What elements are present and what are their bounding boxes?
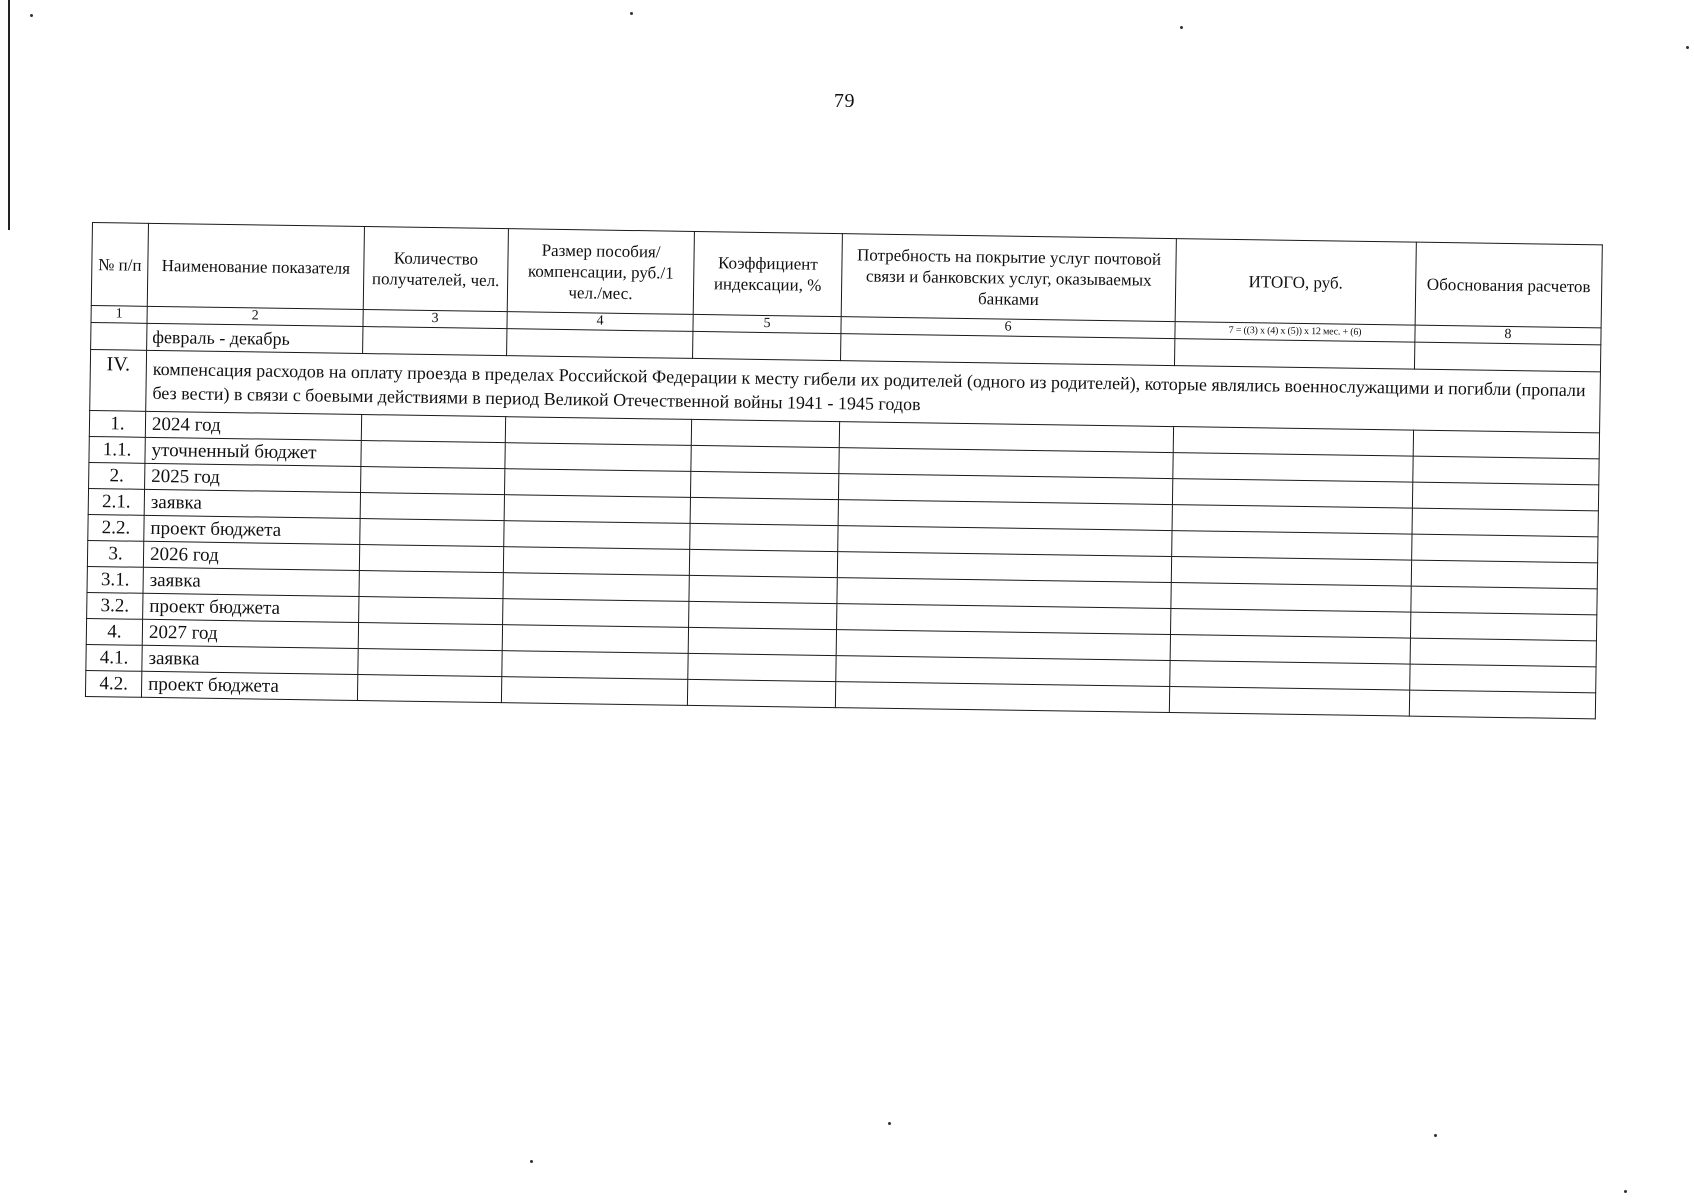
empty-cell [1174,339,1414,370]
scan-speck [1686,46,1689,49]
row-label: заявка [143,567,359,596]
empty-cell [1411,560,1597,589]
empty-cell [690,497,838,525]
scan-speck [1624,1190,1627,1193]
row-label: проект бюджета [143,593,359,622]
empty-cell [1173,427,1413,457]
table-body [85,410,1599,718]
empty-cell [507,329,693,359]
empty-cell [691,419,839,447]
empty-cell [361,467,505,495]
empty-cell [1414,342,1600,372]
empty-cell [1170,635,1410,665]
empty-cell [689,601,837,629]
column-number: 6 [841,317,1175,339]
empty-cell [502,651,688,680]
empty-cell [835,682,1169,713]
row-number: 2.2. [88,514,144,541]
row-label: 2027 год [142,619,358,648]
empty-cell [1173,453,1413,483]
empty-cell [505,417,691,446]
empty-cell [91,322,147,350]
empty-cell [693,331,841,360]
column-number: 4 [507,312,693,332]
column-number: 3 [363,310,507,329]
empty-cell [688,653,836,681]
empty-cell [503,547,689,576]
empty-cell [361,441,505,469]
empty-cell [505,469,691,498]
empty-cell [690,523,838,551]
row-number: 4.2. [85,670,141,697]
empty-cell [1410,612,1596,641]
empty-cell [503,599,689,628]
header-cell: ИТОГО, руб. [1175,239,1416,326]
row-number: 1.1. [89,436,145,463]
empty-cell [1170,609,1410,639]
empty-cell [360,493,504,521]
header-cell: Количество получателей, чел. [363,227,508,312]
row-number: 2.1. [88,488,144,515]
row-label: заявка [144,489,360,518]
scan-speck [630,12,633,15]
section-number: IV. [90,349,147,411]
empty-cell [1409,690,1595,719]
empty-cell [689,575,837,603]
column-number: 2 [147,306,363,326]
empty-cell [502,625,688,654]
row-label: проект бюджета [144,515,360,544]
empty-cell [505,443,691,472]
empty-cell [503,573,689,602]
scan-speck [1434,1134,1437,1137]
scan-speck [888,1122,891,1125]
empty-cell [504,521,690,550]
empty-cell [688,627,836,655]
empty-cell [687,679,835,707]
row-number: 2. [89,462,145,489]
empty-cell [1412,508,1598,537]
empty-cell [1410,664,1596,693]
empty-cell [361,415,505,443]
column-number: 5 [693,314,841,333]
row-label: уточненный бюджет [145,437,361,466]
empty-cell [1413,430,1599,459]
empty-cell [690,471,838,499]
empty-cell [1412,482,1598,511]
budget-table-container [85,222,1602,719]
empty-cell [1171,557,1411,587]
header-cell: № п/п [91,223,148,307]
empty-cell [1172,479,1412,509]
row-number: 4.1. [86,644,142,671]
row-number: 4. [86,618,142,645]
section-title: компенсация расходов на оплату проезда в пределах Российской Федерации к месту гибели их родителей (одного из родителей), которые являлись военнослужащими и погибли (пропали без вести) в связи с боевыми действиями в период Великой Отечественной войны 1941 - 1945 годов [146,350,1601,433]
empty-cell [689,549,837,577]
empty-cell [1412,534,1598,563]
row-label: 2026 год [143,541,359,570]
empty-cell [357,674,501,702]
header-cell: Размер пособия/компенсации, руб./1 чел./мес. [507,229,694,315]
empty-cell [504,495,690,524]
page-number: 79 [834,90,855,112]
row-label: 2024 год [145,411,361,440]
empty-cell [1171,583,1411,613]
scan-speck [1180,26,1183,29]
scan-speck [530,1160,533,1163]
empty-cell [501,677,687,706]
margin-rule [8,0,10,230]
period-label: февраль - декабрь [147,323,363,353]
empty-cell [359,545,503,573]
empty-cell [358,648,502,676]
column-number: 8 [1415,325,1601,345]
row-label: заявка [142,645,358,674]
empty-cell [1411,586,1597,615]
column-number: 1 [91,305,147,323]
empty-cell [1410,638,1596,667]
total-formula: 7 = ((3) x (4) x (5)) x 12 мес. + (6) [1175,322,1415,343]
row-number: 3.1. [87,566,143,593]
empty-cell [1172,531,1412,561]
empty-cell [363,327,507,356]
empty-cell [360,519,504,547]
row-number: 3.2. [87,592,143,619]
empty-cell [691,445,839,473]
header-cell: Наименование показателя [147,223,364,309]
empty-cell [359,571,503,599]
row-number: 1. [89,410,145,437]
empty-cell [1169,687,1409,717]
empty-cell [1170,661,1410,691]
budget-table [85,222,1603,719]
header-cell: Обоснования расчетов [1415,242,1602,328]
empty-cell [1172,505,1412,535]
empty-cell [358,622,502,650]
empty-cell [1413,456,1599,485]
header-cell: Потребность на покрытие услуг почтовой связи и банковских услуг, оказываемых банками [841,234,1176,322]
row-label: 2025 год [145,463,361,492]
row-number: 3. [87,540,143,567]
scan-speck [30,14,33,17]
header-cell: Коэффициент индексации, % [693,231,842,316]
row-label: проект бюджета [141,671,357,700]
empty-cell [359,597,503,625]
